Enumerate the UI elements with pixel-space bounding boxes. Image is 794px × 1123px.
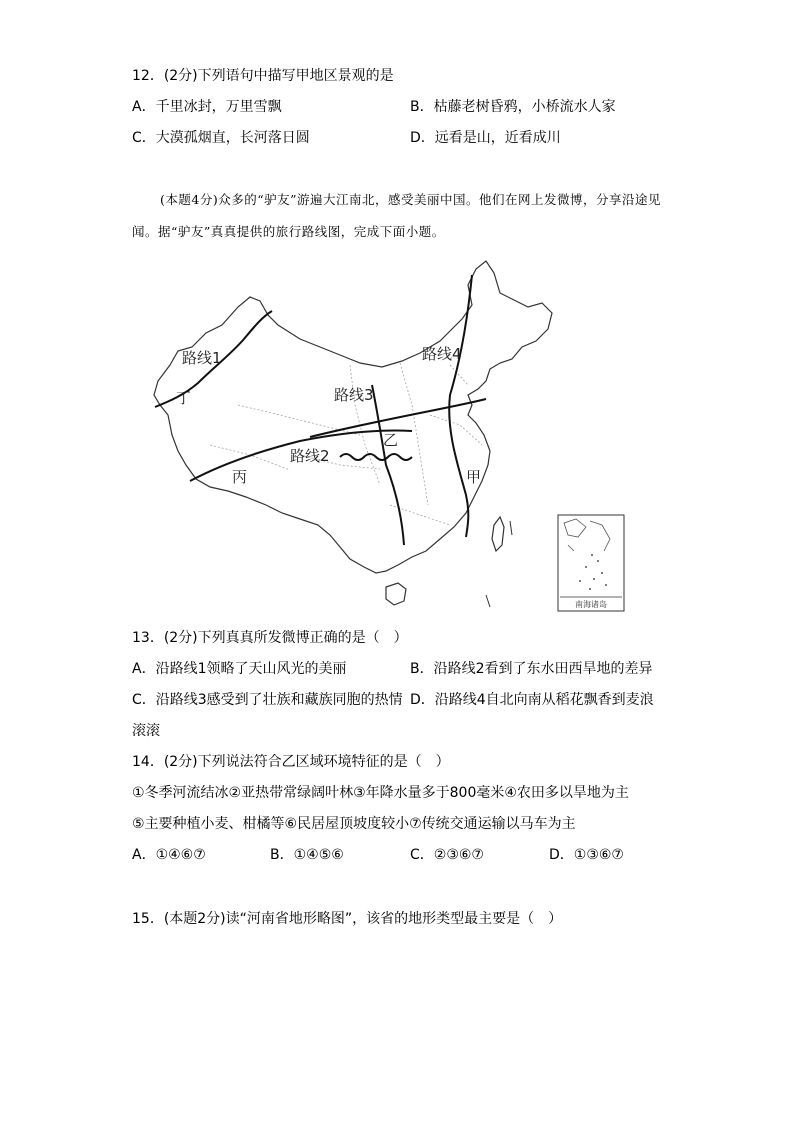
q15-stem: 15．(本题2分)读“河南省地形略图”，该省的地形类型最主要是（ ） (132, 911, 563, 927)
label-ding: 丁 (176, 389, 192, 407)
south-sea-inset (558, 515, 624, 611)
route-3-vertical (372, 385, 404, 545)
q12-stem: 12．(2分)下列语句中描写甲地区景观的是 (132, 68, 394, 84)
route-2-wave (340, 454, 412, 460)
route-1-label: 路线1 (182, 349, 222, 367)
q12-option-c: C．大漠孤烟直，长河落日圆 (132, 130, 310, 146)
q13-option-c: C．沿路线3感受到了壮族和藏族同胞的热情 (132, 692, 403, 708)
q14-option-a: A．①④⑥⑦ (132, 847, 206, 863)
route-2-label: 路线2 (290, 447, 330, 465)
label-yi: 乙 (383, 431, 399, 449)
q14-statements-line2: ⑤主要种植小麦、柑橘等⑥民居屋顶坡度较小⑦传统交通运输以马车为主 (132, 816, 576, 832)
label-bing: 丙 (232, 468, 248, 486)
hainan-island (386, 583, 406, 605)
island-marks (486, 521, 512, 607)
q12-option-b: B．枯藤老树昏鸦，小桥流水人家 (410, 99, 616, 115)
q14-option-b: B．①④⑤⑥ (270, 847, 344, 863)
q14-statements-line1: ①冬季河流结冰②亚热带常绿阔叶林③年降水量多于800毫米④农田多以旱地为主 (132, 785, 629, 801)
intro-paragraph: (本题4分)众多的“驴友”游遍大江南北，感受美丽中国。他们在网上发微博，分享沿途见闻。据“驴友”真真提供的旅行路线图，完成下面小题。 (132, 192, 661, 239)
q14-option-c: C．②③⑥⑦ (410, 847, 484, 863)
route-4-label: 路线4 (422, 345, 462, 363)
china-outline (154, 261, 552, 573)
q12-option-d: D．远看是山，近看成川 (410, 130, 561, 146)
route-map (150, 255, 640, 615)
route-3-label: 路线3 (334, 386, 374, 404)
q13-option-d: D．沿路线4自北向南从稻花飘香到麦浪 (410, 692, 654, 708)
label-jia: 甲 (466, 468, 482, 486)
q13-option-a: A．沿路线1领略了天山风光的美丽 (132, 661, 347, 677)
q14-stem: 14．(2分)下列说法符合乙区域环境特征的是（ ） (132, 754, 450, 770)
q13-stem: 13．(2分)下列真真所发微博正确的是（ ） (132, 630, 408, 646)
q12-option-a: A．千里冰封，万里雪飘 (132, 99, 282, 115)
q13-option-b: B．沿路线2看到了东水田西旱地的差异 (410, 661, 653, 677)
inset-label: 南海诸岛 (575, 600, 607, 609)
taiwan-island (492, 517, 504, 551)
q14-option-d: D．①③⑥⑦ (549, 847, 624, 863)
q13-option-d-continued: 滚滚 (132, 723, 160, 739)
